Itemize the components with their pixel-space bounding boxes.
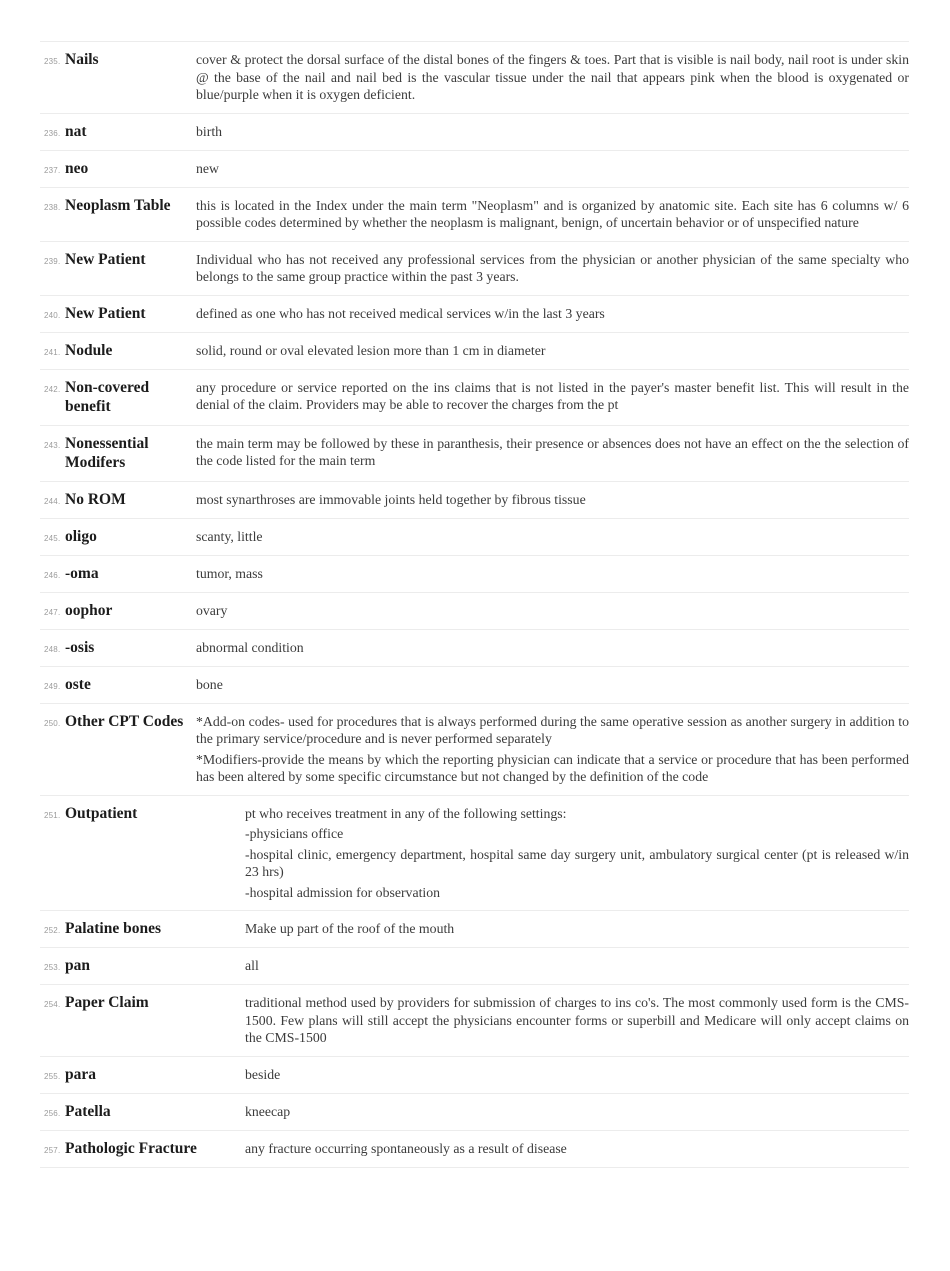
term-definition: [196, 490, 909, 509]
term-label: Patella: [65, 1102, 111, 1120]
term-definition: [196, 50, 909, 104]
term-number: 249.: [44, 681, 61, 691]
definition-paragraph: Make up part of the roof of the mouth: [245, 921, 455, 936]
definition-paragraph: beside: [245, 1066, 281, 1082]
term-definition: [196, 564, 909, 583]
glossary-row: [40, 796, 909, 912]
term-label: Paper Claim: [65, 994, 149, 1011]
glossary-row: [40, 630, 909, 667]
term-label: neo: [65, 159, 89, 177]
term-number: 253.: [44, 963, 61, 972]
term-number: 257.: [44, 1145, 61, 1155]
definition-paragraph: kneecap: [245, 1103, 291, 1119]
term-definition: [245, 919, 909, 938]
term-label: Palatine bones: [65, 920, 162, 937]
term-definition: [196, 304, 909, 323]
term-label: Nodule: [65, 341, 113, 359]
term-number: 243.: [44, 440, 61, 450]
term-label: Pathologic Fracture: [65, 1139, 197, 1157]
term-label: No ROM: [65, 490, 126, 508]
term-number: 237.: [44, 165, 61, 175]
glossary-row: [40, 426, 909, 482]
definition-paragraph: -hospital clinic, emergency department, hospital same day surgery unit, ambulatory surgical center (pt is released w/in 23 hrs): [245, 846, 909, 879]
term-number: 239.: [44, 256, 61, 266]
term-number: 235.: [44, 57, 61, 66]
term-number: 252.: [44, 926, 61, 935]
term-label: oligo: [65, 527, 97, 545]
definition-paragraph: -hospital admission for observation: [245, 884, 441, 900]
term-label: New Patient: [65, 304, 146, 322]
term-definition: [245, 1139, 909, 1158]
definition-paragraph: traditional method used by providers for submission of charges to ins co's. The most commonly used form is the CMS-1500. Few plans will still accept the physicians encounter forms or superbill and Medicare will only accept claims on the CMS-1500: [245, 995, 909, 1045]
term-definition: [245, 993, 909, 1047]
term-definition: [196, 675, 909, 694]
glossary-row: [40, 42, 909, 114]
glossary-row: [40, 1131, 909, 1168]
glossary-row: [40, 114, 909, 151]
definition-paragraph: new: [196, 160, 219, 176]
definition-paragraph: ovary: [196, 602, 228, 618]
term-definition: [196, 601, 909, 620]
definition-paragraph: any procedure or service reported on the ins claims that is not listed in the payer's master benefit list. This will result in the denial of the claim. Providers may be able to recover the charges from the pt: [196, 379, 909, 412]
term-definition: [196, 250, 909, 286]
term-label: Outpatient: [65, 804, 138, 822]
definition-paragraph: abnormal condition: [196, 639, 304, 655]
term-label: Non-covered benefit: [65, 378, 150, 415]
term-number: 255.: [44, 1071, 61, 1081]
term-number: 247.: [44, 607, 61, 617]
definition-paragraph: the main term may be followed by these in paranthesis, their presence or absences does not have an effect on the the selection of the code listed for the main term: [196, 435, 909, 468]
definition-paragraph: solid, round or oval elevated lesion more than 1 cm in diameter: [196, 342, 546, 358]
definition-paragraph: *Add-on codes- used for procedures that is always performed during the same operative session as another surgery in addition to the primary service/procedure and is never performed separately: [196, 713, 909, 746]
definition-paragraph: Individual who has not received any professional services from the physician or another physician of the same specialty who belongs to the same group practice within the past 3 years.: [196, 251, 909, 284]
term-number: 246.: [44, 570, 61, 580]
definition-paragraph: all: [245, 958, 259, 973]
glossary-row: [40, 593, 909, 630]
glossary-row: [40, 985, 909, 1057]
glossary-row: [40, 482, 909, 519]
glossary-row: [40, 519, 909, 556]
glossary-row: [40, 242, 909, 296]
term-number: 250.: [44, 718, 61, 728]
term-label: Other CPT Codes: [65, 712, 184, 730]
glossary-row: [40, 911, 909, 948]
term-number: 244.: [44, 496, 61, 506]
term-number: 236.: [44, 128, 61, 138]
definition-paragraph: most synarthroses are immovable joints held together by fibrous tissue: [196, 491, 586, 507]
definition-paragraph: -physicians office: [245, 826, 344, 841]
glossary-row: [40, 948, 909, 985]
term-number: 242.: [44, 384, 61, 394]
term-number: 254.: [44, 1000, 61, 1009]
definition-paragraph: defined as one who has not received medical services w/in the last 3 years: [196, 305, 605, 321]
term-label: oste: [65, 675, 91, 693]
term-number: 240.: [44, 310, 61, 320]
term-label: nat: [65, 122, 87, 140]
definition-paragraph: *Modifiers-provide the means by which the reporting physician can indicate that a service or procedure that has been performed has been altered by some specific circumstance but not changed by the definition of the code: [196, 751, 909, 784]
term-definition: [196, 196, 909, 232]
glossary-document: [40, 41, 909, 1168]
definition-paragraph: pt who receives treatment in any of the following settings:: [245, 805, 567, 821]
term-number: 245.: [44, 533, 61, 543]
term-number: 238.: [44, 202, 61, 212]
glossary-row: [40, 370, 909, 426]
glossary-row: [40, 1094, 909, 1131]
term-definition: [245, 804, 909, 902]
glossary-row: [40, 1057, 909, 1094]
definition-paragraph: this is located in the Index under the main term "Neoplasm" and is organized by anatomic site. Each site has 6 columns w/ 6 possible codes determined by whether the neoplasm is malignant, benign, of uncertain behavior or of unspecified nature: [196, 197, 909, 230]
glossary-row: [40, 333, 909, 370]
term-definition: [245, 1065, 909, 1084]
definition-paragraph: cover & protect the dorsal surface of the distal bones of the fingers & toes. Part that is visible is nail body, nail root is under skin @ the base of the nail and nail bed is the vascular tissue under the nail that appears pink when the blood is oxygenated or blue/purple when it is oxygen deficient.: [196, 52, 909, 102]
term-definition: [196, 712, 909, 786]
definition-paragraph: any fracture occurring spontaneously as a result of disease: [245, 1140, 567, 1156]
term-number: 256.: [44, 1108, 61, 1118]
term-definition: [196, 341, 909, 360]
term-number: 251.: [44, 810, 61, 820]
glossary-row: [40, 151, 909, 188]
glossary-row: [40, 556, 909, 593]
term-number: 241.: [44, 347, 61, 357]
definition-paragraph: bone: [196, 676, 223, 692]
glossary-list: [40, 41, 909, 1168]
glossary-row: [40, 667, 909, 704]
term-definition: [196, 527, 909, 546]
term-label: Nails: [65, 51, 99, 68]
term-definition: [196, 434, 909, 470]
term-label: New Patient: [65, 250, 146, 268]
term-definition: [196, 122, 909, 141]
definition-paragraph: tumor, mass: [196, 565, 263, 581]
term-label: Nonessential Modifers: [65, 434, 149, 471]
term-number: 248.: [44, 644, 61, 654]
definition-paragraph: birth: [196, 123, 223, 139]
term-definition: [245, 1102, 909, 1121]
term-label: -oma: [65, 564, 99, 582]
glossary-row: [40, 296, 909, 333]
term-label: Neoplasm Table: [65, 196, 171, 214]
term-definition: [196, 159, 909, 178]
term-definition: [196, 638, 909, 657]
term-label: oophor: [65, 601, 113, 619]
term-label: para: [65, 1065, 96, 1083]
term-label: pan: [65, 957, 90, 974]
glossary-row: [40, 704, 909, 796]
glossary-row: [40, 188, 909, 242]
term-definition: [245, 956, 909, 975]
definition-paragraph: scanty, little: [196, 528, 263, 544]
term-definition: [196, 378, 909, 414]
term-label: -osis: [65, 638, 95, 656]
